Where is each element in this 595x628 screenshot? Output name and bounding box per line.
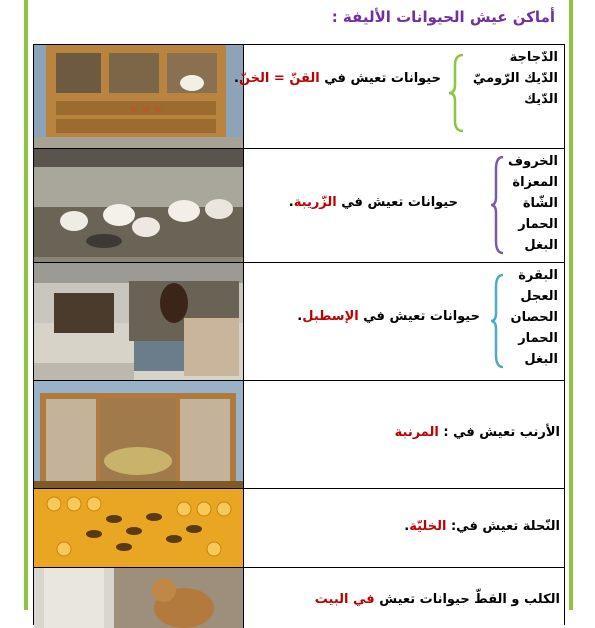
table-row — [34, 149, 564, 263]
animal-list — [473, 47, 558, 110]
habitat-sentence: حيوانات تعيش في الزّريبة. — [288, 195, 458, 210]
place-name: المرنبة — [394, 425, 439, 440]
list-item: الحصان — [510, 310, 558, 325]
sheep-pen-photo — [34, 149, 244, 262]
animal-list — [508, 151, 558, 256]
list-item: الدّيك — [524, 92, 558, 107]
right-green-border — [569, 0, 573, 610]
table-row — [34, 489, 564, 568]
curly-brace-icon — [489, 155, 505, 255]
list-item: البغل — [524, 352, 558, 367]
table-row — [34, 263, 564, 381]
habitats-table — [33, 44, 565, 625]
table-row — [34, 381, 564, 489]
honeycomb-photo — [34, 489, 244, 567]
house-cat-photo — [34, 568, 244, 628]
list-item: الدّيك الرّوميّ — [472, 71, 558, 86]
curly-brace-icon — [447, 53, 465, 133]
list-item: الخروف — [508, 154, 558, 169]
left-green-border — [24, 0, 28, 610]
place-name: الخليّة — [409, 519, 447, 534]
list-item: الدّجاجة — [509, 50, 558, 65]
horse-stable-photo — [34, 263, 244, 380]
place-name: الزّريبة — [293, 195, 337, 210]
habitat-sentence: حيوانات تعيش في القنّ = الخنّ. — [234, 71, 441, 86]
place-name: الإسطبل — [302, 309, 359, 324]
chicken-coop-photo — [34, 45, 244, 148]
place-name: القنّ = الخنّ — [238, 71, 320, 86]
habitat-sentence: حيوانات تعيش في الإسطبل. — [297, 309, 480, 324]
list-item: العجل — [520, 289, 558, 304]
habitat-sentence: الكلب و القطّ حيوانات تعيش في البيت — [314, 592, 560, 607]
table-row — [34, 568, 564, 628]
place-name: في البيت — [314, 592, 375, 607]
list-item: البغل — [524, 238, 558, 253]
list-item: الشّاة — [522, 196, 558, 211]
list-item: الحمار — [518, 217, 558, 232]
page-title: أماكن عيش الحيوانات الأليفة : — [331, 8, 555, 26]
habitat-sentence: الأرنب تعيش في : المرنبة — [394, 425, 560, 440]
list-item: البقرة — [518, 268, 558, 283]
rabbit-hutch-photo — [34, 381, 244, 488]
animal-list — [511, 265, 559, 370]
table-row — [34, 45, 564, 149]
curly-brace-icon — [489, 273, 505, 369]
habitat-sentence: النّحلة تعيش في: الخليّة. — [404, 519, 560, 534]
list-item: الحمار — [518, 331, 558, 346]
list-item: المعزاة — [512, 175, 558, 190]
